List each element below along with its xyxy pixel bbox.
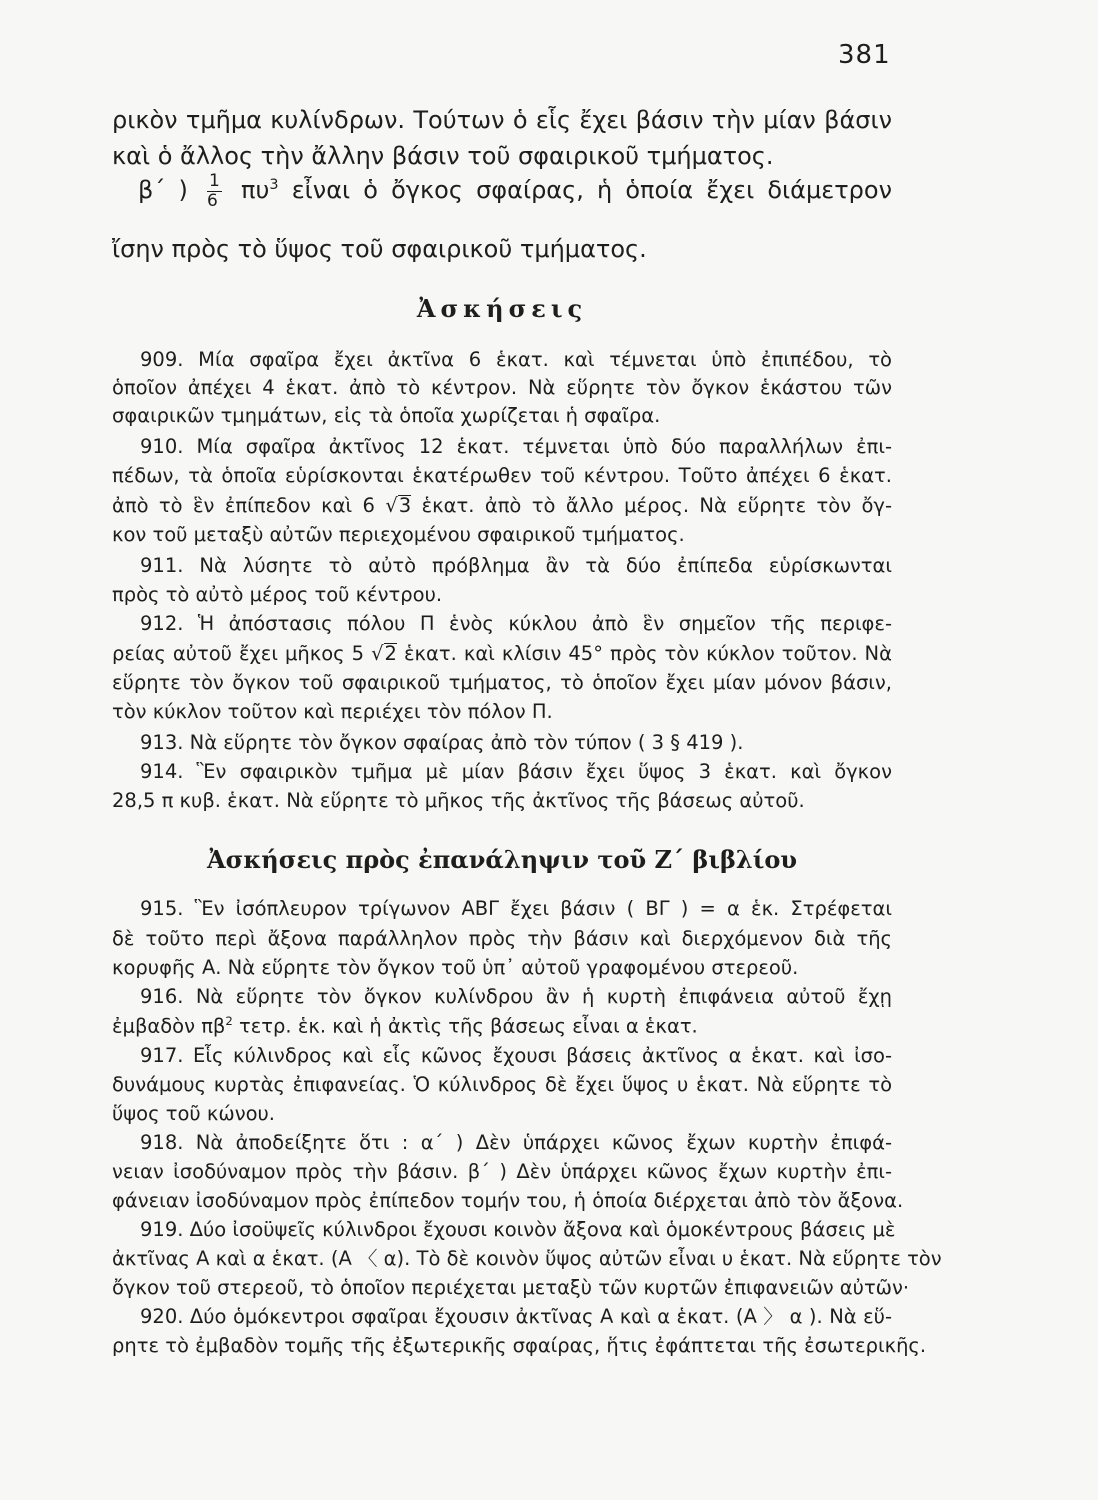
exercise-912-line-3: εὕρητε τὸν ὄγκον τοῦ σφαιρικοῦ τμήματος, τὸ ὁποῖον ἔχει μίαν μόνον βάσιν,: [112, 671, 892, 694]
exercise-911-line-2: πρὸς τὸ αὐτὸ μέρος τοῦ κέντρου.: [112, 583, 443, 606]
exercise-916-text-b: τετρ. ἑκ. καὶ ἡ ἀκτὶς τῆς βάσεως εἶναι α ἑκατ.: [232, 1014, 698, 1038]
exercise-909-line-2: ὁποῖον ἀπέχει 4 ἑκατ. ἀπὸ τὸ κέντρον. Νὰ εὕρητε τὸν ὄγκον ἑκάστου τῶν: [112, 376, 892, 399]
exercise-910-line-2: πέδων, τὰ ὁποῖα εὑρίσκονται ἑκατέρωθεν τοῦ κέντρου. Τοῦτο ἀπέχει 6 ἑκατ.: [112, 464, 892, 487]
intro-beta-line: [138, 172, 892, 210]
exercise-919-line-2: ἀκτῖνας Α καὶ α ἑκατ. (Α 〈 α). Τὸ δὲ κοινὸν ὕψος αὐτῶν εἶναι υ ἑκατ. Νὰ εὕρητε τὸν: [112, 1247, 942, 1270]
section-heading-review-exercises: Ἀσκήσεις πρὸς ἐπανάληψιν τοῦ Ζ΄ βιβλίου: [207, 845, 797, 874]
exercise-909-line-1: 909. Μία σφαῖρα ἔχει ἀκτῖνα 6 ἑκατ. καὶ τέμνεται ὑπὸ ἐπιπέδου, τὸ: [140, 348, 892, 371]
exercise-914-line-2: 28,5 π κυβ. ἑκατ. Νὰ εὕρητε τὸ μῆκος τῆς ἀκτῖνος τῆς βάσεως αὐτοῦ.: [112, 789, 805, 812]
exercise-911-line-1: 911. Νὰ λύσητε τὸ αὐτὸ πρόβλημα ἂν τὰ δύο ἐπίπεδα εὑρίσκωνται: [140, 554, 892, 577]
exercise-912-line-2: [112, 643, 892, 664]
exercise-918-line-1: 918. Νὰ ἀποδείξητε ὅτι : α΄ ) Δὲν ὑπάρχει κῶνος ἔχων κυρτὴν ἐπιφά-: [140, 1131, 892, 1154]
beta-label: β΄ ): [138, 176, 188, 205]
exercise-920-line-2: ρητε τὸ ἐμβαδὸν τομῆς τῆς ἐξωτερικῆς σφαίρας, ἥτις ἐφάπτεται τῆς ἐσωτερικῆς.: [112, 1334, 927, 1357]
intro-line-2: καὶ ὁ ἄλλος τὴν ἄλλην βάσιν τοῦ σφαιρικοῦ τμήματος.: [112, 142, 774, 170]
exercise-915-line-1: 915. Ἓν ἰσόπλευρον τρίγωνον ΑΒΓ ἔχει βάσιν ( ΒΓ ) = α ἑκ. Στρέφεται: [140, 897, 892, 920]
exercise-910-line-3: [112, 495, 892, 516]
intro-line-1: ρικὸν τμῆμα κυλίνδρων. Τούτων ὁ εἷς ἔχει βάσιν τὴν μίαν βάσιν: [112, 106, 892, 134]
exercise-917-line-1: 917. Εἷς κύλινδρος καὶ εἷς κῶνος ἔχουσι βάσεις ἀκτῖνος α ἑκατ. καὶ ἰσο-: [140, 1044, 892, 1067]
exercise-919-line-3: ὄγκον τοῦ στερεοῦ, τὸ ὁποῖον περιέχεται μεταξὺ τῶν κυρτῶν ἐπιφανειῶν αὐτῶν·: [112, 1276, 910, 1299]
exercise-912-text-b: ἑκατ. καὶ κλίσιν 45° πρὸς τὸν κύκλον τοῦτον. Νὰ: [404, 642, 892, 665]
exercise-915-line-2: δὲ τοῦτο περὶ ἄξονα παράλληλον πρὸς τὴν βάσιν καὶ διερχόμενον διὰ τῆς: [112, 927, 892, 950]
exercise-916-text-a: ἐμβαδὸν πβ: [112, 1014, 226, 1038]
exercise-916-exponent: 2: [225, 1014, 233, 1028]
exercise-910-text-b: ἑκατ. ἀπὸ τὸ ἄλλο μέρος. Νὰ εὕρητε τὸν ὄγ-: [421, 494, 892, 517]
fraction-one-sixth: [207, 172, 222, 210]
formula-base: πυ: [241, 176, 270, 205]
volume-formula: [241, 176, 279, 204]
exercise-912-text-a: ρείας αὐτοῦ ἔχει μῆκος 5 √: [112, 642, 384, 665]
exercise-916-line-2: [112, 1016, 892, 1036]
exercise-917-line-3: ὕψος τοῦ κώνου.: [112, 1102, 275, 1125]
exercise-909-line-3: σφαιρικῶν τμημάτων, εἰς τὰ ὁποῖα χωρίζεται ἡ σφαῖρα.: [112, 404, 661, 427]
fraction-numerator: 1: [209, 171, 220, 191]
beta-text: εἶναι ὁ ὄγκος σφαίρας, ἡ ὁποία ἔχει διάμετρον: [291, 176, 893, 205]
exercise-918-line-2: νειαν ἰσοδύναμον πρὸς τὴν βάσιν. β΄ ) Δὲν ὑπάρχει κῶνος ἔχων κυρτὴν ἐπι-: [112, 1160, 892, 1183]
exercise-918-line-3: φάνειαν ἰσοδύναμον πρὸς ἐπίπεδον τομήν του, ἡ ὁποία διέρχεται ἀπὸ τὸν ἄξονα.: [112, 1189, 904, 1212]
exercise-910-line-1: 910. Μία σφαῖρα ἀκτῖνος 12 ἑκατ. τέμνεται ὑπὸ δύο παραλλήλων ἐπι-: [140, 435, 892, 458]
exercise-915-line-3: κορυφῆς Α. Νὰ εὕρητε τὸν ὄγκον τοῦ ὑπ᾽ αὐτοῦ γραφομένου στερεοῦ.: [112, 956, 799, 979]
exercise-912-line-1: 912. Ἡ ἀπόστασις πόλου Π ἑνὸς κύκλου ἀπὸ ἓν σημεῖον τῆς περιφε-: [140, 612, 892, 635]
exercise-917-line-2: δυνάμους κυρτὰς ἐπιφανείας. Ὁ κύλινδρος δὲ ἔχει ὕψος υ ἑκατ. Νὰ εὕρητε τὸ: [112, 1073, 892, 1096]
exercise-910-text-a: ἀπὸ τὸ ἓν ἐπίπεδον καὶ 6 √: [112, 494, 398, 517]
exercise-910-line-4: κον τοῦ μεταξὺ αὐτῶν περιεχομένου σφαιρικοῦ τμήματος.: [112, 523, 685, 546]
exercise-912-line-4: τὸν κύκλον τοῦτον καὶ περιέχει τὸν πόλον Π.: [112, 700, 553, 723]
page-number: 381: [838, 40, 891, 70]
exercise-919-line-1: 919. Δύο ἰσοϋψεῖς κύλινδροι ἔχουσι κοινὸν ἄξονα καὶ ὁμοκέντρους βάσεις μὲ: [140, 1218, 896, 1241]
sqrt-radicand-3: 3: [398, 494, 412, 517]
exercise-916-line-1: 916. Νὰ εὕρητε τὸν ὄγκον κυλίνδρου ἂν ἡ κυρτὴ ἐπιφάνεια αὐτοῦ ἔχῃ: [140, 985, 892, 1008]
intro-line-4: ἴσην πρὸς τὸ ὕψος τοῦ σφαιρικοῦ τμήματος.: [112, 235, 647, 263]
exercise-913: 913. Νὰ εὕρητε τὸν ὄγκον σφαίρας ἀπὸ τὸν τύπον ( 3 § 419 ).: [140, 731, 744, 754]
section-heading-exercises: Ἀσκήσεις: [416, 294, 588, 323]
formula-exponent: 3: [269, 177, 279, 194]
exercise-914-line-1: 914. Ἓν σφαιρικὸν τμῆμα μὲ μίαν βάσιν ἔχει ὕψος 3 ἑκατ. καὶ ὄγκον: [140, 760, 892, 783]
sqrt-radicand-2: 2: [384, 642, 397, 665]
fraction-denominator: 6: [207, 190, 218, 211]
exercise-920-line-1: 920. Δύο ὁμόκεντροι σφαῖραι ἔχουσιν ἀκτῖνας Α καὶ α ἑκατ. (Α 〉 α ). Νὰ εὕ-: [140, 1305, 892, 1328]
